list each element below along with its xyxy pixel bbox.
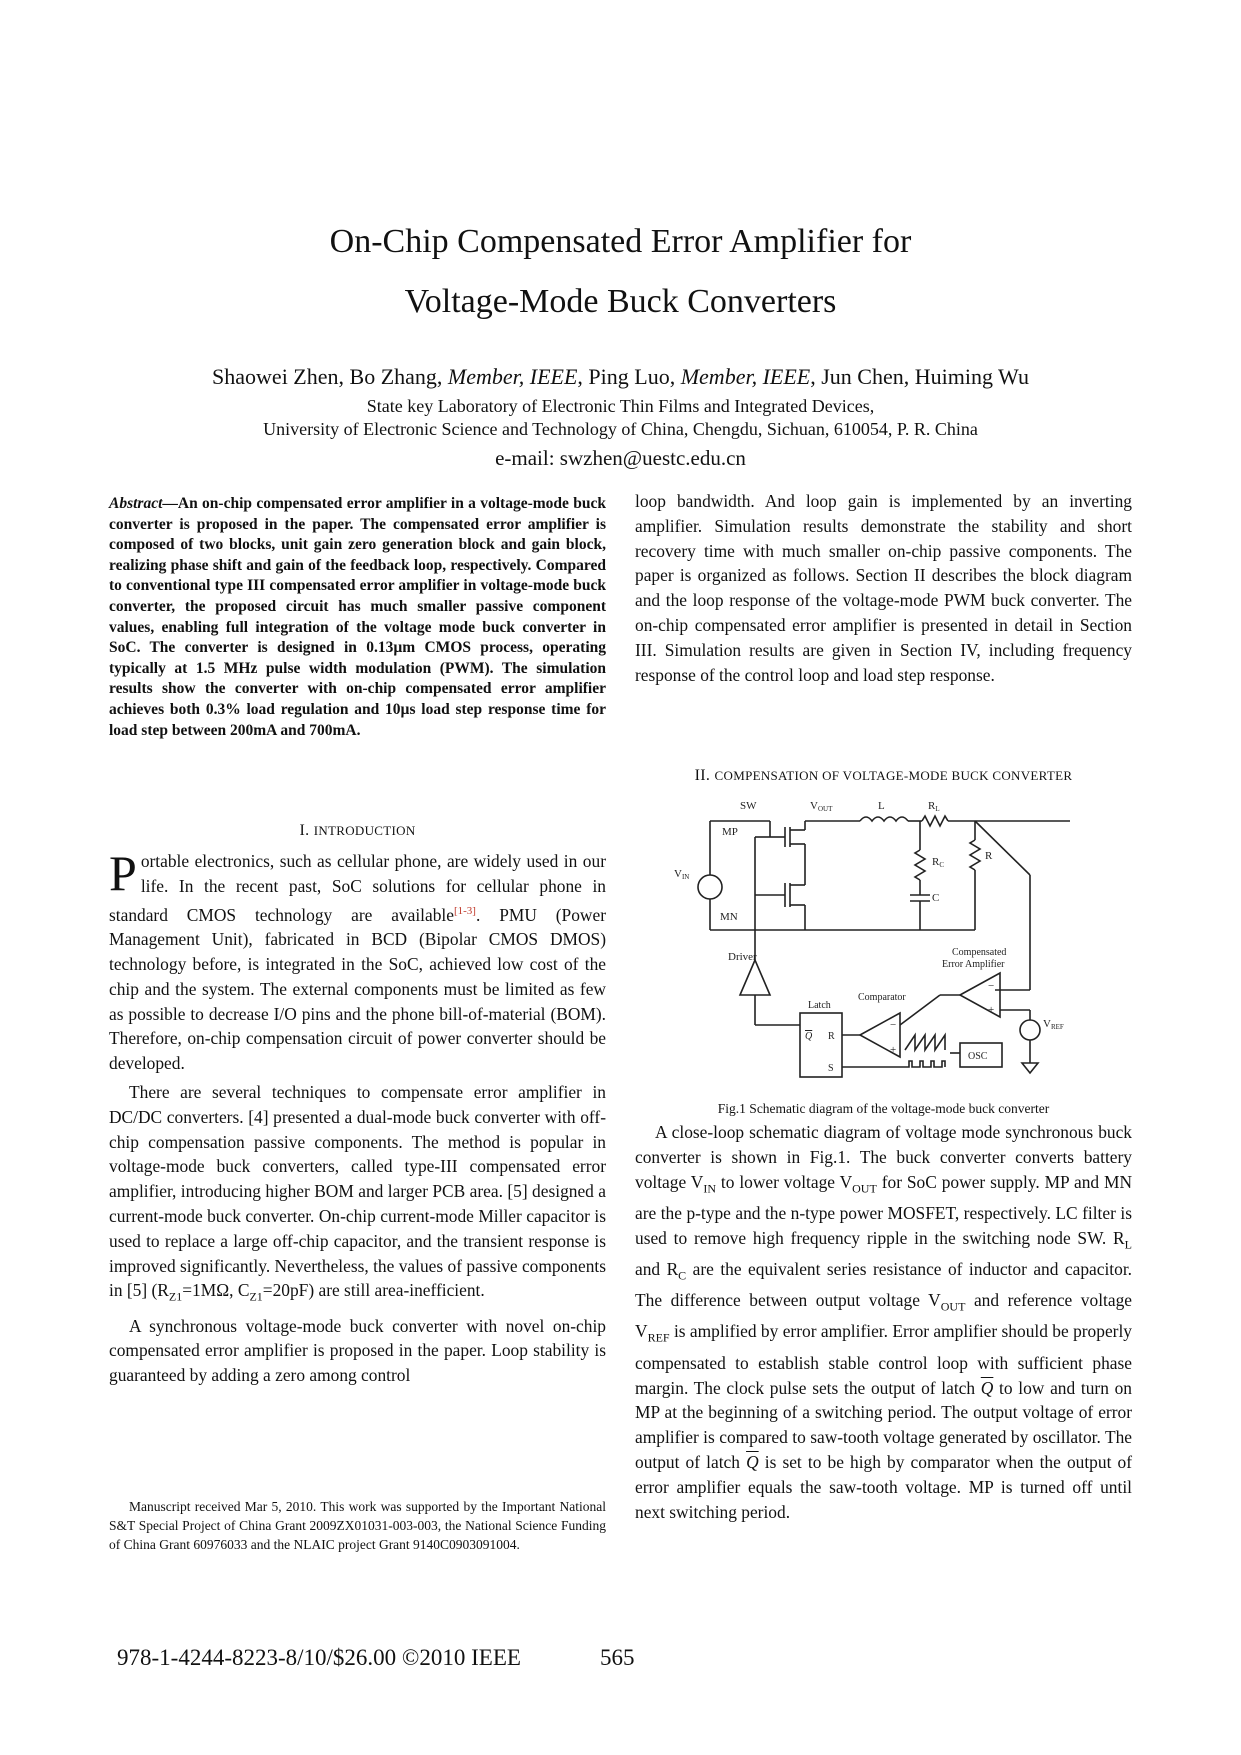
- label-vin: VIN: [674, 868, 690, 881]
- abstract-text: An on-chip compensated error amplifier in a voltage-mode buck converter is proposed in the paper. The compensated error amplifier is composed of two blocks, unit gain zero generation block and gain block, realizing phase shift and gain of the feedback loop, respectively. Compared to conventional type III compensated error amplifier in voltage-mode buck converter, the proposed circuit has much smaller passive component values, enabling full integration of the voltage mode buck converter in SoC. The converter is designed in 0.13µm CMOS process, operating typically at 1.5 MHz pulse width modulation (PWM). The simulation results show the converter with on-chip compensated error amplifier achieves both 0.3% load regulation and 10µs load step response time for load step between 200mA and 700mA.: [109, 495, 606, 739]
- paper-title: [0, 212, 1241, 332]
- intro-paragraph-2: [109, 1080, 606, 1310]
- label-error-amplifier: Error Amplifier: [942, 959, 1005, 970]
- label-latch-r: R: [828, 1031, 835, 1042]
- section-number-2: II.: [694, 767, 711, 784]
- label-osc: OSC: [968, 1051, 988, 1062]
- intro-continuation: [635, 489, 1132, 691]
- author-names-2: , Ping Luo,: [577, 364, 681, 389]
- author-membership-1: Member, IEEE: [447, 364, 578, 389]
- subscript-z1-a: Z1: [168, 1289, 183, 1304]
- label-compensated: Compensated: [952, 947, 1007, 958]
- introduction-body: [109, 845, 606, 1392]
- citation-link[interactable]: [1-3]: [453, 904, 476, 917]
- intro-continuation-text: loop bandwidth. And loop gain is implemented by an inverting amplifier. Simulation results demonstrate the stability and short recovery time with much smaller on-chip passive components. The paper is organized as follows. Section II describes the block diagram and the loop response of the voltage-mode PWM buck converter. The on-chip compensated error amplifier is presented in detail in Section III. Simulation results are given in Section IV, including frequency response of the control loop and load step response.: [635, 491, 1132, 685]
- footer-isbn: 978-1-4244-8223-8/10/$26.00 ©2010 IEEE: [117, 1645, 521, 1670]
- label-sw: SW: [740, 800, 757, 812]
- intro-paragraph-1: [109, 845, 606, 1076]
- title-line-2: Voltage-Mode Buck Converters: [404, 283, 837, 320]
- label-comp-minus: −: [890, 1019, 897, 1031]
- author-list: [0, 364, 1241, 390]
- label-comp-plus: +: [890, 1044, 897, 1056]
- label-r: R: [985, 850, 993, 862]
- label-latch-q: Q: [805, 1031, 813, 1042]
- author-names-3: , Jun Chen, Huiming Wu: [810, 364, 1029, 389]
- figure-caption: Fig.1 Schematic diagram of the voltage-mode buck converter: [717, 1101, 1050, 1116]
- affiliation-line-2: University of Electronic Science and Technology of China, Chengdu, Sichuan, 610054, P. R. China: [263, 419, 978, 439]
- label-ea-minus: −: [988, 980, 995, 992]
- section-heading-introduction: [109, 822, 606, 840]
- label-c: C: [932, 892, 940, 904]
- label-driver: Driver: [728, 951, 757, 963]
- footnote: [109, 1497, 606, 1554]
- abstract: [109, 494, 606, 741]
- label-mn: MN: [720, 911, 738, 923]
- section-title: INTRODUCTION: [313, 823, 416, 838]
- intro-p1-text-a: ortable electronics, such as cellular phone, are widely used in our life. In the recent past, SoC solutions for cellular phone in standard CMOS technology are available: [109, 851, 606, 925]
- label-latch-s: S: [828, 1063, 834, 1074]
- section-heading-compensation: [635, 767, 1132, 785]
- intro-p1-text-b: . PMU (Power Management Unit), fabricated in BCD (Bipolar CMOS DMOS) technology before, is integrated in the SoC, achieved low cost of the chip and the system. The external components must be limited as few as possible to decrease I/O pins and the phone bill-of-material (BOM). Therefore, on-chip compensation circuit of power converter should be developed.: [109, 904, 606, 1074]
- figure-1-schematic: [660, 795, 1130, 1095]
- abstract-dash: —: [162, 495, 178, 512]
- footnote-text: Manuscript received Mar 5, 2010. This work was supported by the Important National S&T Special Project of China Grant 2009ZX01031-003-003, the National Science Funding of China Grant 60976033 and the NLAIC project Grant 9140C0903091004.: [109, 1499, 606, 1552]
- section-title-2: COMPENSATION OF VOLTAGE-MODE BUCK CONVERTER: [714, 768, 1073, 783]
- author-names-1: Shaowei Zhen, Bo Zhang,: [212, 364, 448, 389]
- section2-paragraph: A close-loop schematic diagram of voltage mode synchronous buck converter is shown in Fig.1. The buck converter converts battery voltage $V_{IN}$ to lower voltage $V_{OUT}$ for SoC power supply. MP and MN are the p-type and the n-type power MOSFET, respectively. LC filter is used to remove high frequency ripple in the switching node SW. $R_L$ and $R_C$ are the equivalent series resistance of inductor and capacitor. The difference between output voltage $V_{OUT}$ and reference voltage $V_{REF}$ is amplified by error amplifier. Error amplifier should be properly compensated to establish stable control loop with sufficient phase margin. The clock pulse sets the output of latch $\overline{Q}$ to low and turn on MP at the beginning of a switching period. The output voltage of error amplifier is compared to saw-tooth voltage generated by oscillator. The output of latch $\overline{Q}$ is set to be high by comparator when the output of error amplifier equals the saw-tooth voltage. MP is turned off until next switching period.: [635, 1122, 1132, 1522]
- intro-p2-text-a: There are several techniques to compensate error amplifier in DC/DC converters. [4] presented a dual-mode buck converter with off-chip compensation passive components. The method is popular in voltage-mode buck converters, called type-III compensated error amplifier, introducing higher BOM and larger PCB area. [5] designed a current-mode buck converter. On-chip current-mode Miller capacitor is used to replace a large off-chip capacitor, and the transient response is improved significantly. Nevertheless, the values of passive components in [5] (R: [109, 1081, 606, 1301]
- intro-paragraph-3: A synchronous voltage-mode buck converter with novel on-chip compensated error amplifier is proposed in the paper. Loop stability is guaranteed by adding a zero among control: [109, 1315, 606, 1386]
- label-mp: MP: [722, 826, 738, 838]
- label-rl: RL: [928, 800, 940, 813]
- label-vout: VOUT: [810, 800, 833, 813]
- label-latch: Latch: [808, 1000, 831, 1011]
- drop-cap: P: [109, 845, 137, 901]
- intro-p2-text-b: =1MΩ, C: [182, 1280, 250, 1301]
- author-membership-2: Member, IEEE: [680, 364, 811, 389]
- intro-p2-text-c: =20pF) are still area-inefficient.: [262, 1280, 485, 1301]
- subscript-z1-b: Z1: [249, 1289, 263, 1304]
- section2-body: [635, 1120, 1132, 1528]
- label-rc: RC: [932, 856, 945, 869]
- label-vref: VREF: [1043, 1018, 1064, 1031]
- label-l: L: [878, 800, 885, 812]
- abstract-lead: Abstract: [109, 495, 163, 512]
- label-ea-plus: +: [988, 1004, 995, 1016]
- email: e-mail: swzhen@uestc.edu.cn: [495, 446, 746, 470]
- affiliation-line-1: State key Laboratory of Electronic Thin Films and Integrated Devices,: [366, 396, 875, 416]
- page-number: 565: [600, 1645, 635, 1670]
- section-number: I.: [299, 822, 310, 839]
- label-comparator: Comparator: [858, 992, 906, 1003]
- title-line-1: On-Chip Compensated Error Amplifier for: [329, 223, 912, 260]
